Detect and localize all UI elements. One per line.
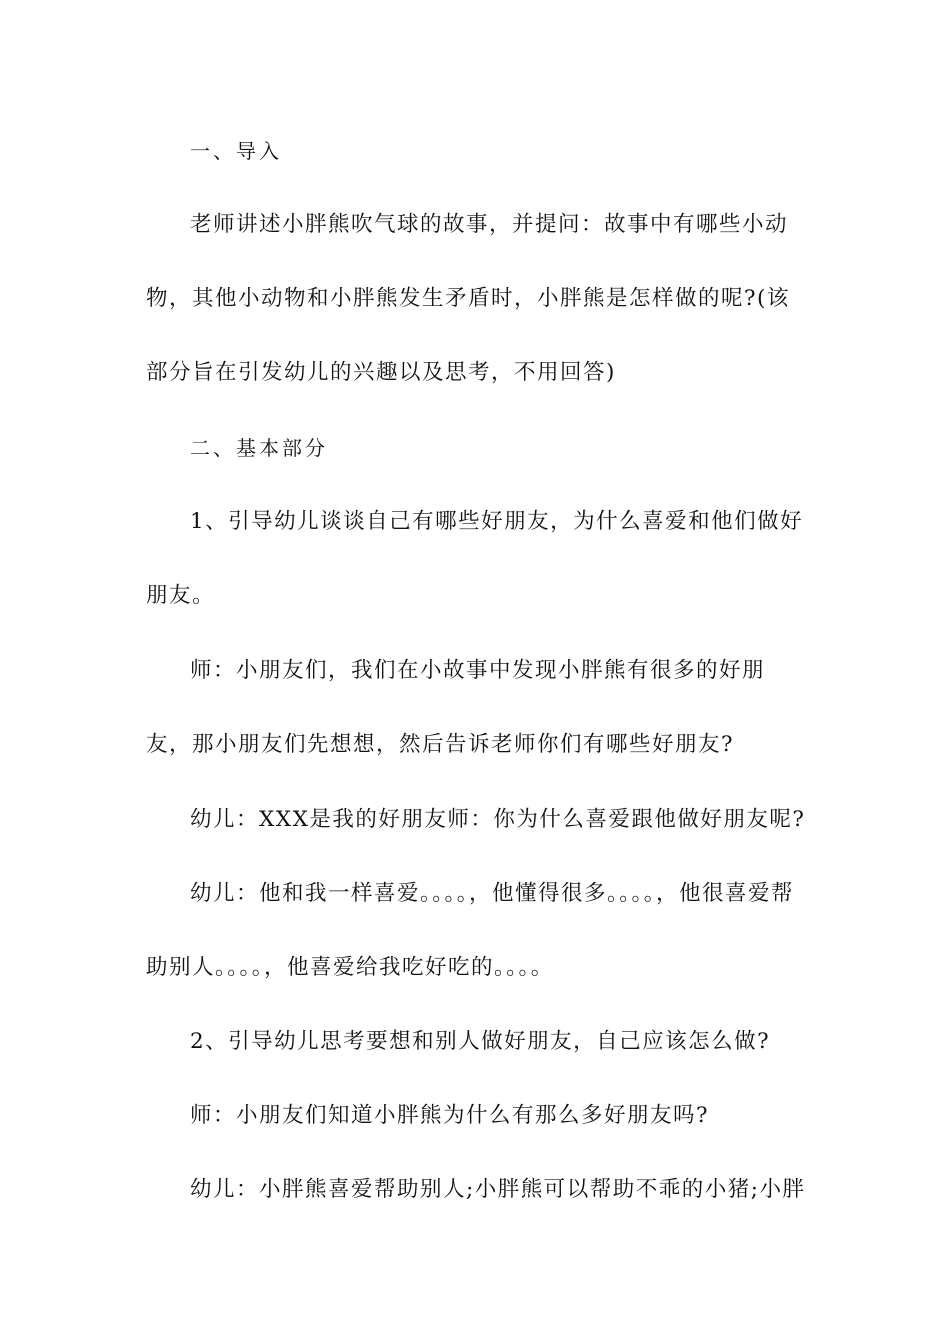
- section-heading-intro: 一、导入: [190, 139, 282, 163]
- paragraph-guide-friends: 1、引导幼儿谈谈自己有哪些好朋友，为什么喜爱和他们做好朋友。: [146, 509, 804, 608]
- paragraph-teacher-question: 师：小朋友们，我们在小故事中发现小胖熊有很多的好朋友，那小朋友们先想想，然后告诉老师你们有哪些好朋友?: [146, 658, 766, 757]
- paragraph-child-answer-1: 幼儿：XXX是我的好朋友师：你为什么喜爱跟他做好朋友呢?: [190, 807, 806, 832]
- paragraph-child-answer-2: 幼儿：他和我一样喜爱。。。。，他懂得很多。。。。，他很喜爱帮助别人。。。。，他喜爱给我吃好吃的。。。。: [146, 881, 795, 980]
- paragraph-guide-think: 2、引导幼儿思考要想和别人做好朋友，自己应该怎么做?: [190, 1029, 771, 1054]
- section-heading-main: 二、基本部分: [190, 436, 328, 460]
- paragraph-child-answer-3: 幼儿：小胖熊喜爱帮助别人;小胖熊可以帮助不乖的小猪;小胖: [190, 1177, 806, 1202]
- paragraph-story-question: 老师讲述小胖熊吹气球的故事，并提问：故事中有哪些小动物，其他小动物和小胖熊发生矛盾时，小胖熊是怎样做的呢?(该部分旨在引发幼儿的兴趣以及思考，不用回答): [146, 212, 790, 385]
- paragraph-teacher-question-2: 师：小朋友们知道小胖熊为什么有那么多好朋友吗?: [190, 1103, 710, 1128]
